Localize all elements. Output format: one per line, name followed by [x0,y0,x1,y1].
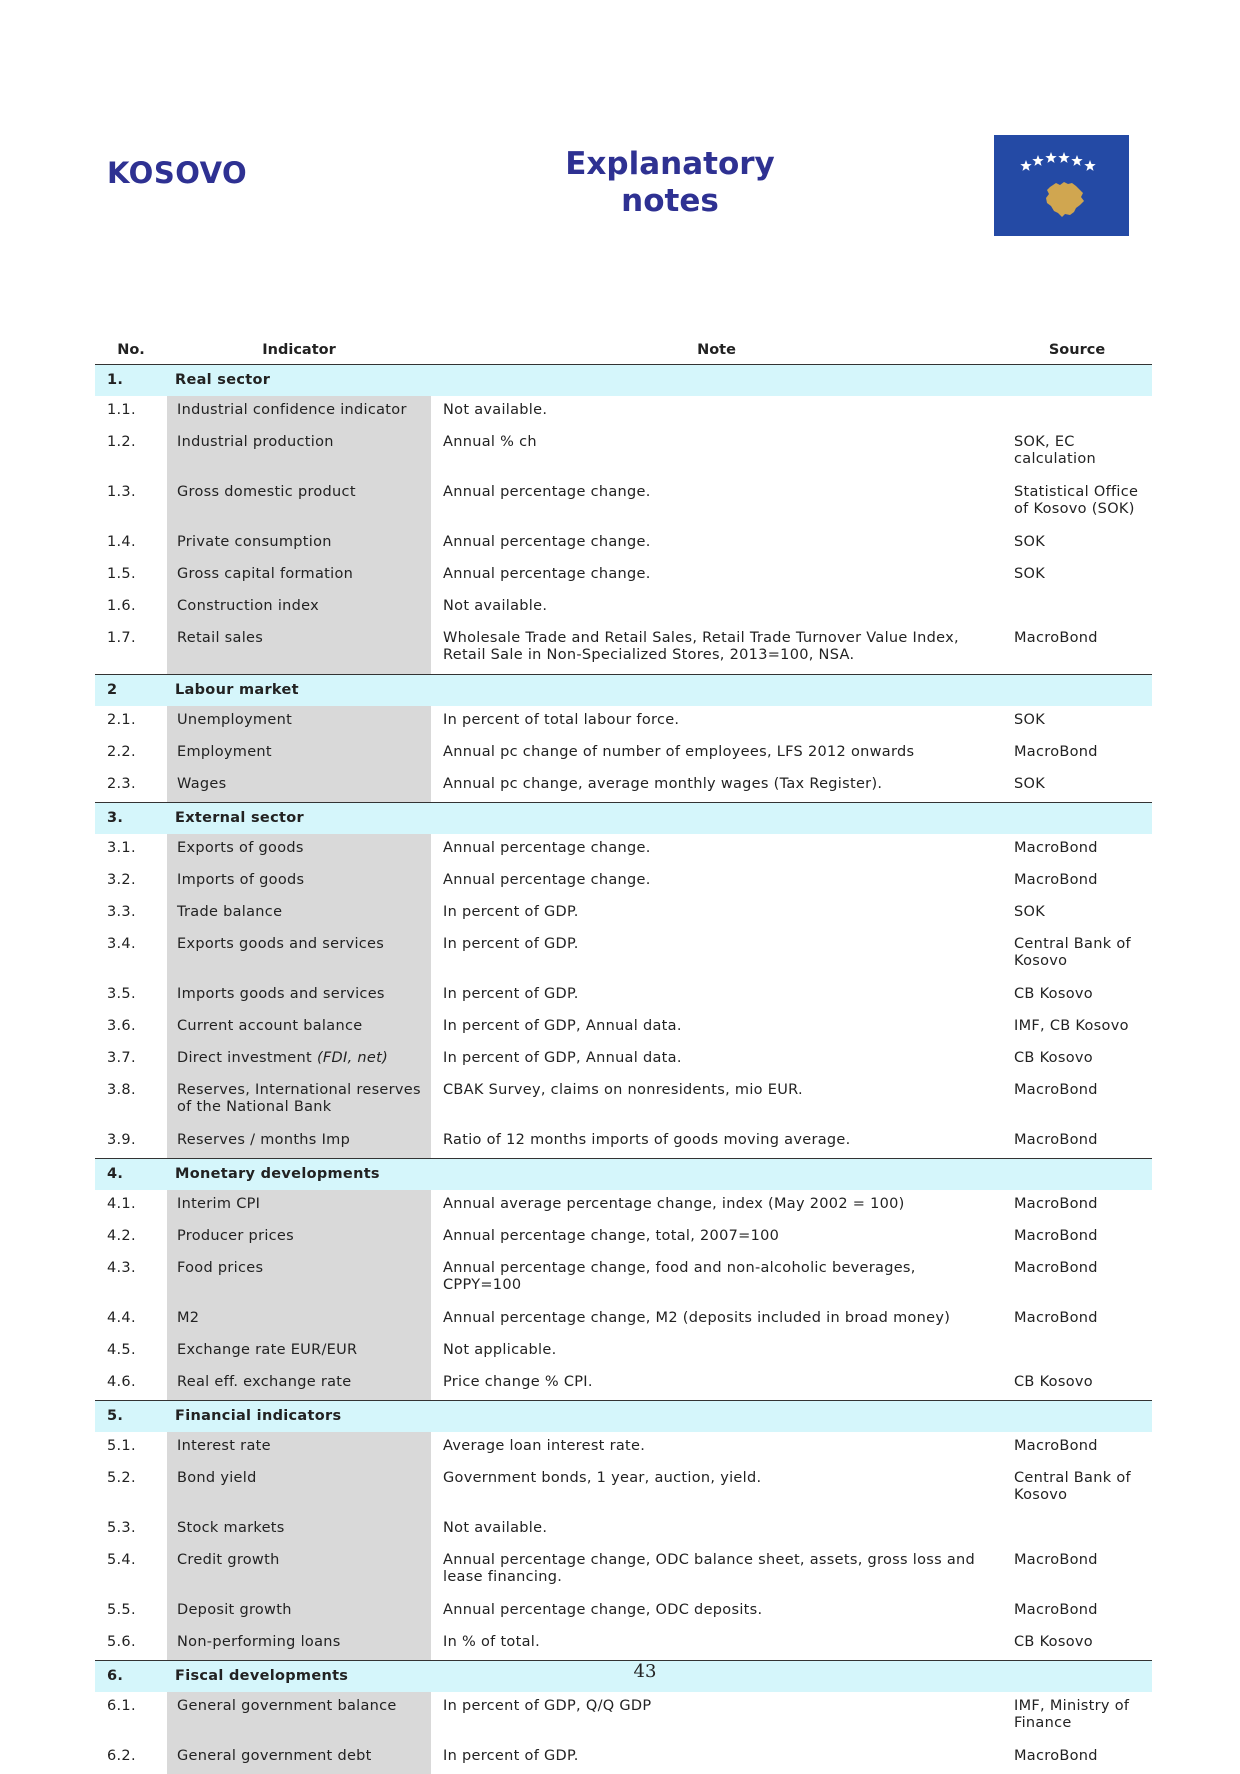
row-source: Central Bank of Kosovo [1014,1470,1131,1503]
row-number: 4.6. [107,1374,136,1390]
section-header-row [95,675,1152,707]
row-number: 5.5. [107,1602,136,1618]
table-row [95,770,1152,803]
row-note: Not available. [443,598,548,614]
indicator-label: Gross domestic product [177,484,356,500]
row-number: 1.5. [107,566,136,582]
indicator-label: Construction index [177,598,320,614]
table-row [95,706,1152,738]
row-note: Annual % ch [443,434,537,450]
row-note: Annual percentage change. [443,872,651,888]
row-source: SOK [1014,776,1046,792]
indicator-label: Trade balance [177,904,283,920]
row-source: MacroBond [1014,744,1098,760]
table-row [95,396,1152,428]
row-note: In percent of GDP, Annual data. [443,1050,682,1066]
indicator-label: Unemployment [177,712,293,728]
section-source-empty [1002,1401,1152,1433]
row-number: 5.6. [107,1634,136,1650]
row-source: MacroBond [1014,1310,1098,1326]
table-row [95,738,1152,770]
row-number: 3.3. [107,904,136,920]
row-source [1002,396,1152,428]
table-row [95,1304,1152,1336]
row-number: 3.1. [107,840,136,856]
row-note: Annual pc change, average monthly wages (Tax Register). [443,776,883,792]
row-indicator [167,770,431,803]
row-source: SOK [1014,904,1046,920]
row-number: 3.8. [107,1082,136,1098]
row-indicator [167,1742,431,1774]
row-note: Not available. [443,402,548,418]
row-note: Annual percentage change. [443,534,651,550]
page-number: 43 [633,1661,657,1682]
row-number: 2.1. [107,712,136,728]
indicator-label: Industrial production [177,434,334,450]
section-source-empty [1002,365,1152,397]
row-source [1002,592,1152,624]
indicator-label: Real eff. exchange rate [177,1374,352,1390]
indicator-label: Imports of goods [177,872,305,888]
section-number: 1. [95,365,167,397]
table-row [95,1012,1152,1044]
row-indicator [167,1368,431,1401]
row-source: MacroBond [1014,630,1098,646]
row-number: 6.1. [107,1698,136,1714]
row-number: 1.4. [107,534,136,550]
indicator-label: Exchange rate EUR/EUR [177,1342,358,1358]
row-note: In percent of GDP, Annual data. [443,1018,682,1034]
table-row [95,1464,1152,1514]
row-number: 2.2. [107,744,136,760]
table-row [95,1336,1152,1368]
row-note: Annual percentage change, food and non-alcoholic beverages, CPPY=100 [443,1260,916,1293]
section-title: Real sector [167,365,431,397]
row-number: 2.3. [107,776,136,792]
row-note: In % of total. [443,1634,541,1650]
section-header-row [95,365,1152,397]
section-title: Financial indicators [167,1401,431,1433]
section-source-empty [1002,1661,1152,1693]
row-number: 4.1. [107,1196,136,1212]
row-note: Ratio of 12 months imports of goods moving average. [443,1132,851,1148]
row-source: MacroBond [1014,840,1098,856]
indicator-label: Producer prices [177,1228,295,1244]
indicator-label: M2 [177,1310,200,1326]
row-note: Not available. [443,1520,548,1536]
row-indicator [167,592,431,624]
column-header-note: Note [431,338,1002,365]
row-source: MacroBond [1014,1438,1098,1454]
row-number: 5.3. [107,1520,136,1536]
table-row [95,1222,1152,1254]
section-note-empty [431,365,1002,397]
row-source: Statistical Office of Kosovo (SOK) [1014,484,1139,517]
table-row [95,980,1152,1012]
row-note: Not applicable. [443,1342,557,1358]
row-note: Annual percentage change, M2 (deposits included in broad money) [443,1310,951,1326]
row-source: MacroBond [1014,1748,1098,1764]
row-indicator [167,1076,431,1126]
section-title: Labour market [167,675,431,707]
table-row [95,1692,1152,1742]
table-row [95,866,1152,898]
indicator-label: Current account balance [177,1018,363,1034]
table-row [95,1044,1152,1076]
table-row [95,1514,1152,1546]
section-title: Monetary developments [167,1159,431,1191]
row-source: SOK [1014,534,1046,550]
column-header-source: Source [1002,338,1152,365]
row-number: 4.4. [107,1310,136,1326]
row-source: IMF, Ministry of Finance [1014,1698,1130,1731]
indicator-label: Direct investment [177,1050,313,1066]
row-note: In percent of GDP. [443,904,579,920]
row-indicator [167,980,431,1012]
table-row [95,1546,1152,1596]
row-indicator [167,1222,431,1254]
row-indicator [167,738,431,770]
indicator-label: Reserves / months Imp [177,1132,351,1148]
indicator-label: Gross capital formation [177,566,354,582]
country-name: KOSOVO [107,156,248,190]
row-number: 1.6. [107,598,136,614]
row-indicator [167,706,431,738]
row-number: 3.2. [107,872,136,888]
table-row [95,528,1152,560]
row-source: SOK, EC calculation [1014,434,1097,467]
row-number: 1.7. [107,630,136,646]
section-source-empty [1002,1159,1152,1191]
table-row [95,478,1152,528]
column-header-no: No. [95,338,167,365]
row-number: 5.1. [107,1438,136,1454]
indicator-label: Private consumption [177,534,332,550]
row-note: Wholesale Trade and Retail Sales, Retail Trade Turnover Value Index, Retail Sale in Non-Specialized Stores, 2013=100, NSA. [443,630,959,663]
section-number: 6. [95,1661,167,1693]
table-row [95,1126,1152,1159]
indicator-label: Interest rate [177,1438,271,1454]
row-number: 1.3. [107,484,136,500]
row-source: CB Kosovo [1014,1374,1093,1390]
section-number: 5. [95,1401,167,1433]
indicator-label: General government balance [177,1698,397,1714]
row-indicator [167,624,431,675]
row-note: In percent of total labour force. [443,712,680,728]
row-note: CBAK Survey, claims on nonresidents, mio EUR. [443,1082,803,1098]
table-row [95,1596,1152,1628]
section-note-empty [431,1159,1002,1191]
indicator-qualifier: (FDI, net) [316,1050,389,1066]
section-note-empty [431,803,1002,835]
row-indicator [167,1304,431,1336]
table-row [95,898,1152,930]
row-indicator [167,1190,431,1222]
indicator-label: Employment [177,744,272,760]
row-note: Government bonds, 1 year, auction, yield. [443,1470,762,1486]
row-source: MacroBond [1014,1082,1098,1098]
row-note: Annual percentage change, ODC deposits. [443,1602,763,1618]
row-source: SOK [1014,566,1046,582]
row-number: 5.4. [107,1552,136,1568]
row-source [1002,1336,1152,1368]
row-source: CB Kosovo [1014,1050,1093,1066]
table-row [95,624,1152,675]
row-note: In percent of GDP. [443,1748,579,1764]
section-source-empty [1002,803,1152,835]
row-note: Price change % CPI. [443,1374,593,1390]
row-indicator [167,1126,431,1159]
row-indicator [167,1628,431,1661]
row-source: MacroBond [1014,1260,1098,1276]
row-source: MacroBond [1014,1196,1098,1212]
section-header-row [95,1159,1152,1191]
row-source: CB Kosovo [1014,986,1093,1002]
row-note: Annual percentage change. [443,840,651,856]
row-indicator [167,478,431,528]
row-number: 6.2. [107,1748,136,1764]
indicator-label: Exports goods and services [177,936,385,952]
indicator-label: General government debt [177,1748,372,1764]
row-source: MacroBond [1014,1602,1098,1618]
row-indicator [167,1432,431,1464]
table-row [95,592,1152,624]
row-note: Annual percentage change, total, 2007=100 [443,1228,780,1244]
row-source: Central Bank of Kosovo [1014,936,1131,969]
row-indicator [167,560,431,592]
row-note: Annual pc change of number of employees, LFS 2012 onwards [443,744,915,760]
row-indicator [167,1012,431,1044]
section-note-empty [431,675,1002,707]
row-indicator [167,1464,431,1514]
row-number: 1.2. [107,434,136,450]
indicator-label: Bond yield [177,1470,257,1486]
row-indicator [167,930,431,980]
indicator-label: Stock markets [177,1520,285,1536]
row-source: IMF, CB Kosovo [1014,1018,1129,1034]
row-note: In percent of GDP. [443,936,579,952]
row-source: MacroBond [1014,1132,1098,1148]
table-row [95,930,1152,980]
table-header-row [95,338,1152,365]
table-row [95,1076,1152,1126]
column-header-indicator: Indicator [167,338,431,365]
row-indicator [167,428,431,478]
row-number: 1.1. [107,402,136,418]
table-row [95,834,1152,866]
table-row [95,428,1152,478]
table-row [95,1254,1152,1304]
indicator-label: Interim CPI [177,1196,261,1212]
row-note: In percent of GDP. [443,986,579,1002]
row-indicator [167,1336,431,1368]
row-source: SOK [1014,712,1046,728]
section-number: 2 [95,675,167,707]
indicator-label: Wages [177,776,227,792]
row-note: Average loan interest rate. [443,1438,646,1454]
indicator-label: Industrial confidence indicator [177,402,407,418]
row-source [1002,1514,1152,1546]
row-indicator [167,396,431,428]
row-number: 3.6. [107,1018,136,1034]
row-number: 4.3. [107,1260,136,1276]
row-number: 3.4. [107,936,136,952]
row-number: 3.9. [107,1132,136,1148]
indicator-label: Imports goods and services [177,986,385,1002]
row-source: MacroBond [1014,1228,1098,1244]
row-source: CB Kosovo [1014,1634,1093,1650]
section-title: External sector [167,803,431,835]
table-row [95,560,1152,592]
row-note: Annual average percentage change, index (May 2002 = 100) [443,1196,905,1212]
table-row [95,1432,1152,1464]
section-header-row [95,1401,1152,1433]
table-row [95,1368,1152,1401]
section-title: Fiscal developments [167,1661,431,1693]
indicator-label: Deposit growth [177,1602,292,1618]
kosovo-flag-icon [994,135,1129,236]
row-note: Annual percentage change, ODC balance sheet, assets, gross loss and lease financing. [443,1552,976,1585]
section-number: 3. [95,803,167,835]
row-indicator [167,1254,431,1304]
indicator-label: Exports of goods [177,840,304,856]
indicator-label: Food prices [177,1260,264,1276]
row-source: MacroBond [1014,872,1098,888]
row-number: 3.7. [107,1050,136,1066]
explanatory-notes-table [95,338,1152,1774]
section-source-empty [1002,675,1152,707]
row-indicator [167,1692,431,1742]
table-row [95,1190,1152,1222]
row-indicator [167,834,431,866]
row-number: 4.2. [107,1228,136,1244]
section-header-row [95,803,1152,835]
row-indicator [167,866,431,898]
row-source: MacroBond [1014,1552,1098,1568]
indicator-label: Non-performing loans [177,1634,341,1650]
row-indicator [167,898,431,930]
row-note: Annual percentage change. [443,484,651,500]
indicator-label: Credit growth [177,1552,280,1568]
table-row [95,1742,1152,1774]
indicator-label: Retail sales [177,630,264,646]
row-number: 5.2. [107,1470,136,1486]
indicator-label: Reserves, International reserves of the National Bank [177,1082,421,1115]
table-row [95,1628,1152,1661]
row-note: In percent of GDP, Q/Q GDP [443,1698,652,1714]
row-number: 4.5. [107,1342,136,1358]
page-title: Explanatory notes [565,146,775,219]
row-indicator [167,1596,431,1628]
row-indicator [167,528,431,560]
row-indicator [167,1514,431,1546]
section-note-empty [431,1401,1002,1433]
section-number: 4. [95,1159,167,1191]
row-indicator [167,1044,431,1076]
row-number: 3.5. [107,986,136,1002]
row-note: Annual percentage change. [443,566,651,582]
row-indicator [167,1546,431,1596]
section-note-empty [431,1661,1002,1693]
